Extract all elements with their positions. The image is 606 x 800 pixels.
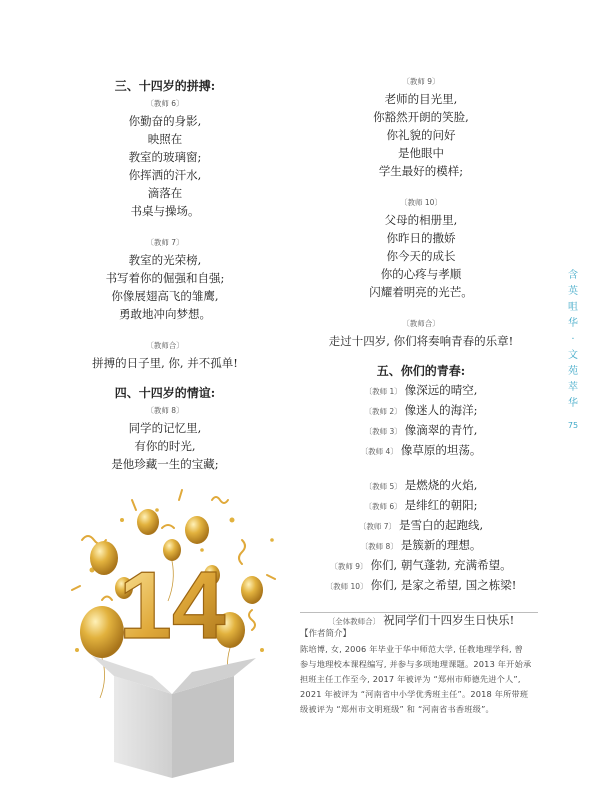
teachers-chorus-label: 〔教师合〕 [402, 319, 440, 328]
verse-line: 你像展翅高飞的雏鹰, [111, 289, 219, 303]
verse-line: 你礼貌的问好 [386, 128, 456, 142]
teacher-line [314, 576, 528, 596]
teacher-6-label: 〔教师 6〕 [146, 99, 184, 108]
verse-text: 像草原的坦荡。 [400, 443, 482, 457]
verse-line: 闪耀着明亮的光芒。 [369, 285, 473, 299]
verse-line: 拼搏的日子里, 你, 并不孤单! [92, 356, 238, 370]
teachers-chorus-label: 〔教师合〕 [146, 341, 184, 350]
verse-text: 你们, 朝气蓬勃, 充满希望。 [370, 558, 512, 572]
verse-text: 是雪白的起跑线, [399, 518, 484, 532]
magazine-column-sidebar [566, 268, 580, 434]
author-bio-text [300, 642, 538, 717]
verse-line: 是他眼中 [398, 146, 444, 160]
verse-line: 老师的目光里, [384, 92, 458, 106]
left-column [70, 76, 260, 473]
author-bio-line: 级被评为 “郑州市文明班级” 和 “河南省书香班级”。 [300, 704, 494, 714]
verse-line: 映照在 [147, 132, 183, 146]
section-3-title: 三、十四岁的拼搏: [114, 79, 216, 93]
sidebar-char: 咀 [568, 302, 578, 313]
author-bio-title: 【作者简介】 [300, 629, 352, 639]
verse-text: 像滴翠的青竹, [404, 423, 478, 437]
page-number: 75 [567, 421, 579, 430]
verse-line: 你昨日的撒娇 [386, 231, 456, 245]
verse-text: 祝同学们十四岁生日快乐! [383, 613, 515, 627]
section-5-title: 五、你们的青春: [376, 364, 466, 378]
verse-text: 像深远的晴空, [404, 383, 478, 397]
author-bio-line: 2021 年被评为 “河南省中小学优秀班主任”。2018 年所带班 [300, 689, 529, 699]
speaker-label: 〔教师 10〕 [325, 582, 368, 591]
verse-line: 你豁然开朗的笑脸, [373, 110, 469, 124]
teacher-10-label: 〔教师 10〕 [400, 198, 442, 207]
verse-line: 你今天的成长 [386, 249, 456, 263]
speaker-label: 〔全体教师合〕 [327, 617, 381, 626]
verse-line: 父母的相册里, [384, 213, 458, 227]
teacher-8-label: 〔教师 8〕 [146, 406, 184, 415]
author-bio [300, 612, 538, 717]
author-bio-line: 陈培博, 女, 2006 年毕业于华中师范大学, 任教地理学科, 曾 [300, 644, 523, 654]
sidebar-char: 含 [568, 270, 578, 281]
verse-text: 像迷人的海洋; [404, 403, 478, 417]
speaker-label: 〔教师 2〕 [364, 407, 402, 416]
teacher-line [314, 496, 528, 516]
right-column [314, 74, 528, 631]
verse-line: 你勤奋的身影, [128, 114, 202, 128]
author-bio-line: 担班主任工作至今, 2017 年被评为 “郑州市师德先进个人”, [300, 674, 521, 684]
verse-line: 是他珍藏一生的宝藏; [111, 457, 219, 471]
teacher-line [314, 476, 528, 496]
teacher-line [314, 441, 528, 461]
sidebar-char: 萃 [568, 382, 578, 393]
sidebar-char: 苑 [568, 366, 578, 377]
sidebar-char: 英 [568, 286, 578, 297]
verse-line: 书写着你的倔强和自强; [105, 271, 225, 285]
verse-line: 滴落在 [147, 186, 183, 200]
verse-line: 同学的记忆里, [128, 421, 202, 435]
teacher-line [314, 401, 528, 421]
speaker-label: 〔教师 9〕 [330, 562, 368, 571]
speaker-label: 〔教师 8〕 [360, 542, 398, 551]
verse-line: 书桌与操场。 [130, 204, 200, 218]
teacher-line [314, 516, 528, 536]
speaker-label: 〔教师 4〕 [360, 447, 398, 456]
verse-text: 你们, 是家之希望, 国之栋梁! [370, 578, 517, 592]
teacher-line [314, 381, 528, 401]
sidebar-char: 文 [568, 350, 578, 361]
number-14-balloon: 14 [118, 552, 226, 659]
verse-line: 教室的玻璃窗; [128, 150, 202, 164]
speaker-label: 〔教师 5〕 [364, 482, 402, 491]
gift-box [92, 656, 256, 778]
verse-text: 是簇新的理想。 [400, 538, 482, 552]
teacher-line [314, 421, 528, 441]
birthday-14-illustration [62, 480, 284, 786]
speaker-label: 〔教师 3〕 [364, 427, 402, 436]
teacher-7-label: 〔教师 7〕 [146, 238, 184, 247]
section-4-title: 四、十四岁的情谊: [114, 386, 216, 400]
verse-line: 学生最好的模样; [378, 164, 464, 178]
speaker-label: 〔教师 1〕 [364, 387, 402, 396]
speaker-label: 〔教师 7〕 [358, 522, 396, 531]
sidebar-char: · [571, 334, 575, 345]
verse-line: 有你的时光, [134, 439, 196, 453]
author-bio-line: 参与地理校本课程编写, 并参与多项地理课题。2013 年开始承 [300, 659, 532, 669]
teacher-line [314, 536, 528, 556]
sidebar-char: 华 [568, 398, 578, 409]
verse-text: 是燃烧的火焰, [404, 478, 478, 492]
teacher-line [314, 556, 528, 576]
verse-line: 你的心疼与孝顺 [380, 267, 462, 281]
verse-line: 走过十四岁, 你们将奏响青春的乐章! [328, 334, 514, 348]
verse-line: 你挥洒的汗水, [128, 168, 202, 182]
verse-text: 是绯红的朝阳; [404, 498, 478, 512]
sidebar-char: 华 [568, 318, 578, 329]
verse-line: 教室的光荣榜, [128, 253, 202, 267]
speaker-label: 〔教师 6〕 [364, 502, 402, 511]
teacher-9-label: 〔教师 9〕 [402, 77, 440, 86]
verse-line: 勇敢地冲向梦想。 [119, 307, 211, 321]
